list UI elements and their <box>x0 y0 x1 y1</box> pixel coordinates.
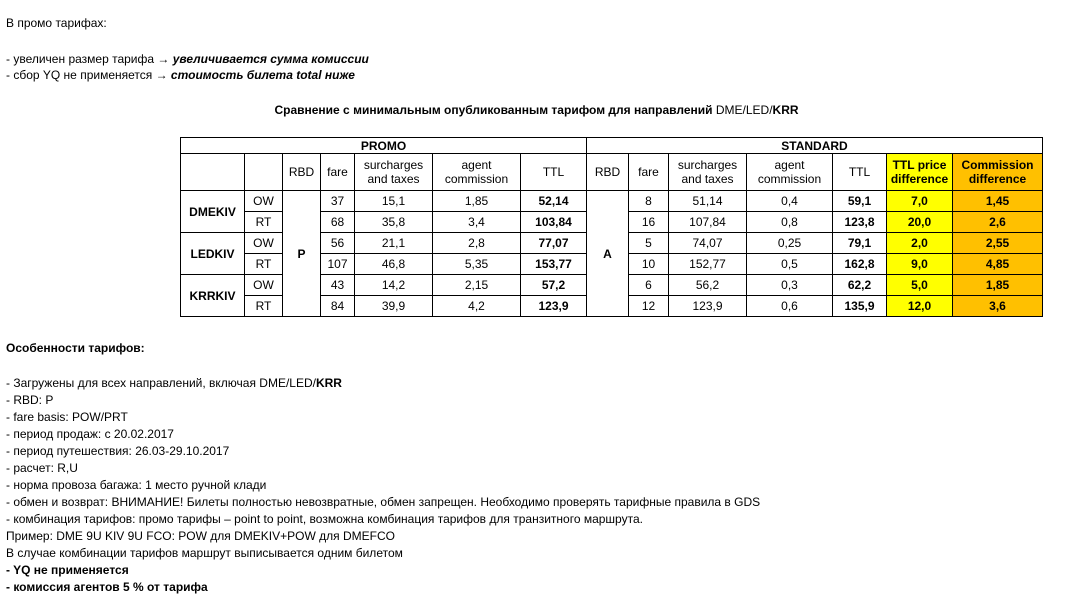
standard-fare-cell: 16 <box>629 212 669 233</box>
features-calculation: - расчет: R,U <box>6 461 78 475</box>
features-loaded-bold: KRR <box>315 376 342 390</box>
standard-surcharges-header-line1: surcharges <box>677 158 738 172</box>
features-commission: - комиссия агентов 5 % от тарифа <box>6 580 208 594</box>
table-title-text: Сравнение с минимальным опубликованным тарифом для направлений <box>274 103 716 117</box>
promo-agent-commission-cell: 2,15 <box>433 275 521 296</box>
promo-surcharges-header-line2: and taxes <box>367 172 420 186</box>
standard-ttl-cell: 59,1 <box>833 191 887 212</box>
commission-difference-cell: 4,85 <box>953 254 1043 275</box>
standard-agent-commission-cell: 0,8 <box>747 212 833 233</box>
promo-surcharges-cell: 35,8 <box>355 212 433 233</box>
features-single-ticket: В случае комбинации тарифов маршрут выписывается одним билетом <box>6 546 403 560</box>
standard-surcharges-cell: 74,07 <box>669 233 747 254</box>
standard-agent-commission-cell: 0,5 <box>747 254 833 275</box>
standard-surcharges-cell: 152,77 <box>669 254 747 275</box>
ttl-price-difference-cell: 7,0 <box>887 191 953 212</box>
standard-surcharges-cell: 56,2 <box>669 275 747 296</box>
promo-surcharges-header <box>355 154 433 191</box>
standard-surcharges-header-line2: and taxes <box>681 172 734 186</box>
promo-ttl-cell: 103,84 <box>521 212 587 233</box>
promo-surcharges-header-line1: surcharges <box>363 158 424 172</box>
standard-ttl-header: TTL <box>833 154 887 191</box>
promo-fare-header: fare <box>321 154 355 191</box>
standard-surcharges-cell: 123,9 <box>669 296 747 317</box>
promo-agent-commission-header-line1: agent <box>461 158 492 172</box>
ttl-price-difference-cell: 12,0 <box>887 296 953 317</box>
standard-ttl-cell: 79,1 <box>833 233 887 254</box>
intro-bullet-fare <box>6 52 369 67</box>
standard-agent-commission-cell: 0,25 <box>747 233 833 254</box>
commission-difference-cell: 2,6 <box>953 212 1043 233</box>
ttl-price-difference-cell: 5,0 <box>887 275 953 296</box>
promo-ttl-cell: 123,9 <box>521 296 587 317</box>
standard-fare-cell: 12 <box>629 296 669 317</box>
standard-ttl-cell: 123,8 <box>833 212 887 233</box>
trip-type-cell: OW <box>245 191 283 212</box>
features-sales-period: - период продаж: с 20.02.2017 <box>6 427 174 441</box>
standard-fare-header: fare <box>629 154 669 191</box>
promo-agent-commission-header <box>433 154 521 191</box>
standard-ttl-cell: 162,8 <box>833 254 887 275</box>
table-title <box>0 103 1073 117</box>
ttl-price-difference-header-line1: TTL price <box>892 158 947 172</box>
ttl-price-difference-cell: 9,0 <box>887 254 953 275</box>
promo-agent-commission-cell: 1,85 <box>433 191 521 212</box>
table-row <box>181 191 1043 212</box>
promo-surcharges-cell: 46,8 <box>355 254 433 275</box>
standard-group-header: STANDARD <box>587 138 1043 154</box>
standard-rbd-header: RBD <box>587 154 629 191</box>
commission-difference-cell: 2,55 <box>953 233 1043 254</box>
promo-fare-cell: 43 <box>321 275 355 296</box>
trip-column-header <box>245 154 283 191</box>
intro-heading: В промо тарифах: <box>6 16 107 30</box>
trip-type-cell: OW <box>245 275 283 296</box>
trip-type-cell: RT <box>245 212 283 233</box>
standard-ttl-cell: 62,2 <box>833 275 887 296</box>
route-cell: LEDKIV <box>181 233 245 275</box>
features-travel-period: - период путешествия: 26.03-29.10.2017 <box>6 444 230 458</box>
commission-difference-cell: 1,85 <box>953 275 1043 296</box>
standard-ttl-cell: 135,9 <box>833 296 887 317</box>
promo-ttl-cell: 52,14 <box>521 191 587 212</box>
promo-group-header: PROMO <box>181 138 587 154</box>
commission-difference-header-line2: difference <box>968 172 1027 186</box>
standard-fare-cell: 10 <box>629 254 669 275</box>
features-combination: - комбинация тарифов: промо тарифы – point to point, возможна комбинация тарифов для транзитного маршрута. <box>6 512 643 526</box>
table-title-routes: DME/LED/ <box>715 103 773 117</box>
trip-type-cell: RT <box>245 296 283 317</box>
promo-fare-cell: 107 <box>321 254 355 275</box>
promo-fare-cell: 68 <box>321 212 355 233</box>
features-heading: Особенности тарифов: <box>6 341 145 355</box>
promo-surcharges-cell: 39,9 <box>355 296 433 317</box>
intro-bullet-yq-emphasis: стоимость билета total ниже <box>170 68 355 82</box>
features-example: Пример: DME 9U KIV 9U FCO: POW для DMEKIV+POW для DMEFCO <box>6 529 395 543</box>
standard-fare-cell: 5 <box>629 233 669 254</box>
standard-agent-commission-cell: 0,6 <box>747 296 833 317</box>
promo-surcharges-cell: 15,1 <box>355 191 433 212</box>
promo-agent-commission-header-line2: commission <box>444 172 509 186</box>
promo-surcharges-cell: 14,2 <box>355 275 433 296</box>
intro-bullet-yq-text: - сбор YQ не применяется → <box>6 68 171 82</box>
standard-fare-cell: 6 <box>629 275 669 296</box>
features-loaded-text: - Загружены для всех направлений, включая DME/LED/ <box>6 376 316 390</box>
promo-surcharges-cell: 21,1 <box>355 233 433 254</box>
features-rbd: - RBD: P <box>6 393 54 407</box>
features-baggage: - норма провоза багажа: 1 место ручной клади <box>6 478 267 492</box>
features-exchange: - обмен и возврат: ВНИМАНИЕ! Билеты полностью невозвратные, обмен запрещен. Необходимо проверять тарифные правила в GDS <box>6 495 761 509</box>
table-group-header-row <box>181 138 1043 154</box>
promo-agent-commission-cell: 4,2 <box>433 296 521 317</box>
ttl-price-difference-cell: 2,0 <box>887 233 953 254</box>
commission-difference-header <box>953 154 1043 191</box>
standard-rbd-cell: A <box>587 191 629 317</box>
standard-surcharges-cell: 107,84 <box>669 212 747 233</box>
standard-surcharges-cell: 51,14 <box>669 191 747 212</box>
trip-type-cell: OW <box>245 233 283 254</box>
standard-agent-commission-cell: 0,3 <box>747 275 833 296</box>
ttl-price-difference-header <box>887 154 953 191</box>
intro-bullet-fare-text: - увеличен размер тарифа → <box>6 52 173 66</box>
promo-agent-commission-cell: 3,4 <box>433 212 521 233</box>
promo-rbd-cell: P <box>283 191 321 317</box>
standard-fare-cell: 8 <box>629 191 669 212</box>
route-column-header <box>181 154 245 191</box>
route-cell: DMEKIV <box>181 191 245 233</box>
promo-ttl-cell: 153,77 <box>521 254 587 275</box>
standard-agent-commission-header <box>747 154 833 191</box>
standard-agent-commission-header-line2: commission <box>757 172 822 186</box>
commission-difference-header-line1: Commission <box>961 158 1034 172</box>
promo-rbd-header: RBD <box>283 154 321 191</box>
promo-ttl-cell: 57,2 <box>521 275 587 296</box>
ttl-price-difference-cell: 20,0 <box>887 212 953 233</box>
route-cell: KRRKIV <box>181 275 245 317</box>
promo-agent-commission-cell: 5,35 <box>433 254 521 275</box>
standard-agent-commission-cell: 0,4 <box>747 191 833 212</box>
features-yq: - YQ не применяется <box>6 563 129 577</box>
intro-bullet-yq <box>6 68 355 83</box>
commission-difference-cell: 1,45 <box>953 191 1043 212</box>
table-column-header-row <box>181 154 1043 191</box>
features-fare-basis: - fare basis: POW/PRT <box>6 410 128 424</box>
ttl-price-difference-header-line2: difference <box>890 172 949 186</box>
trip-type-cell: RT <box>245 254 283 275</box>
standard-surcharges-header <box>669 154 747 191</box>
commission-difference-cell: 3,6 <box>953 296 1043 317</box>
intro-bullet-fare-emphasis: увеличивается сумма комиссии <box>172 52 369 66</box>
promo-ttl-cell: 77,07 <box>521 233 587 254</box>
table-body <box>181 191 1043 317</box>
standard-agent-commission-header-line1: agent <box>774 158 805 172</box>
promo-ttl-header: TTL <box>521 154 587 191</box>
promo-fare-cell: 37 <box>321 191 355 212</box>
promo-fare-cell: 56 <box>321 233 355 254</box>
fare-comparison-table <box>180 137 1043 317</box>
features-loaded <box>6 376 342 391</box>
table-title-routes-bold: KRR <box>772 103 799 117</box>
promo-fare-cell: 84 <box>321 296 355 317</box>
promo-agent-commission-cell: 2,8 <box>433 233 521 254</box>
